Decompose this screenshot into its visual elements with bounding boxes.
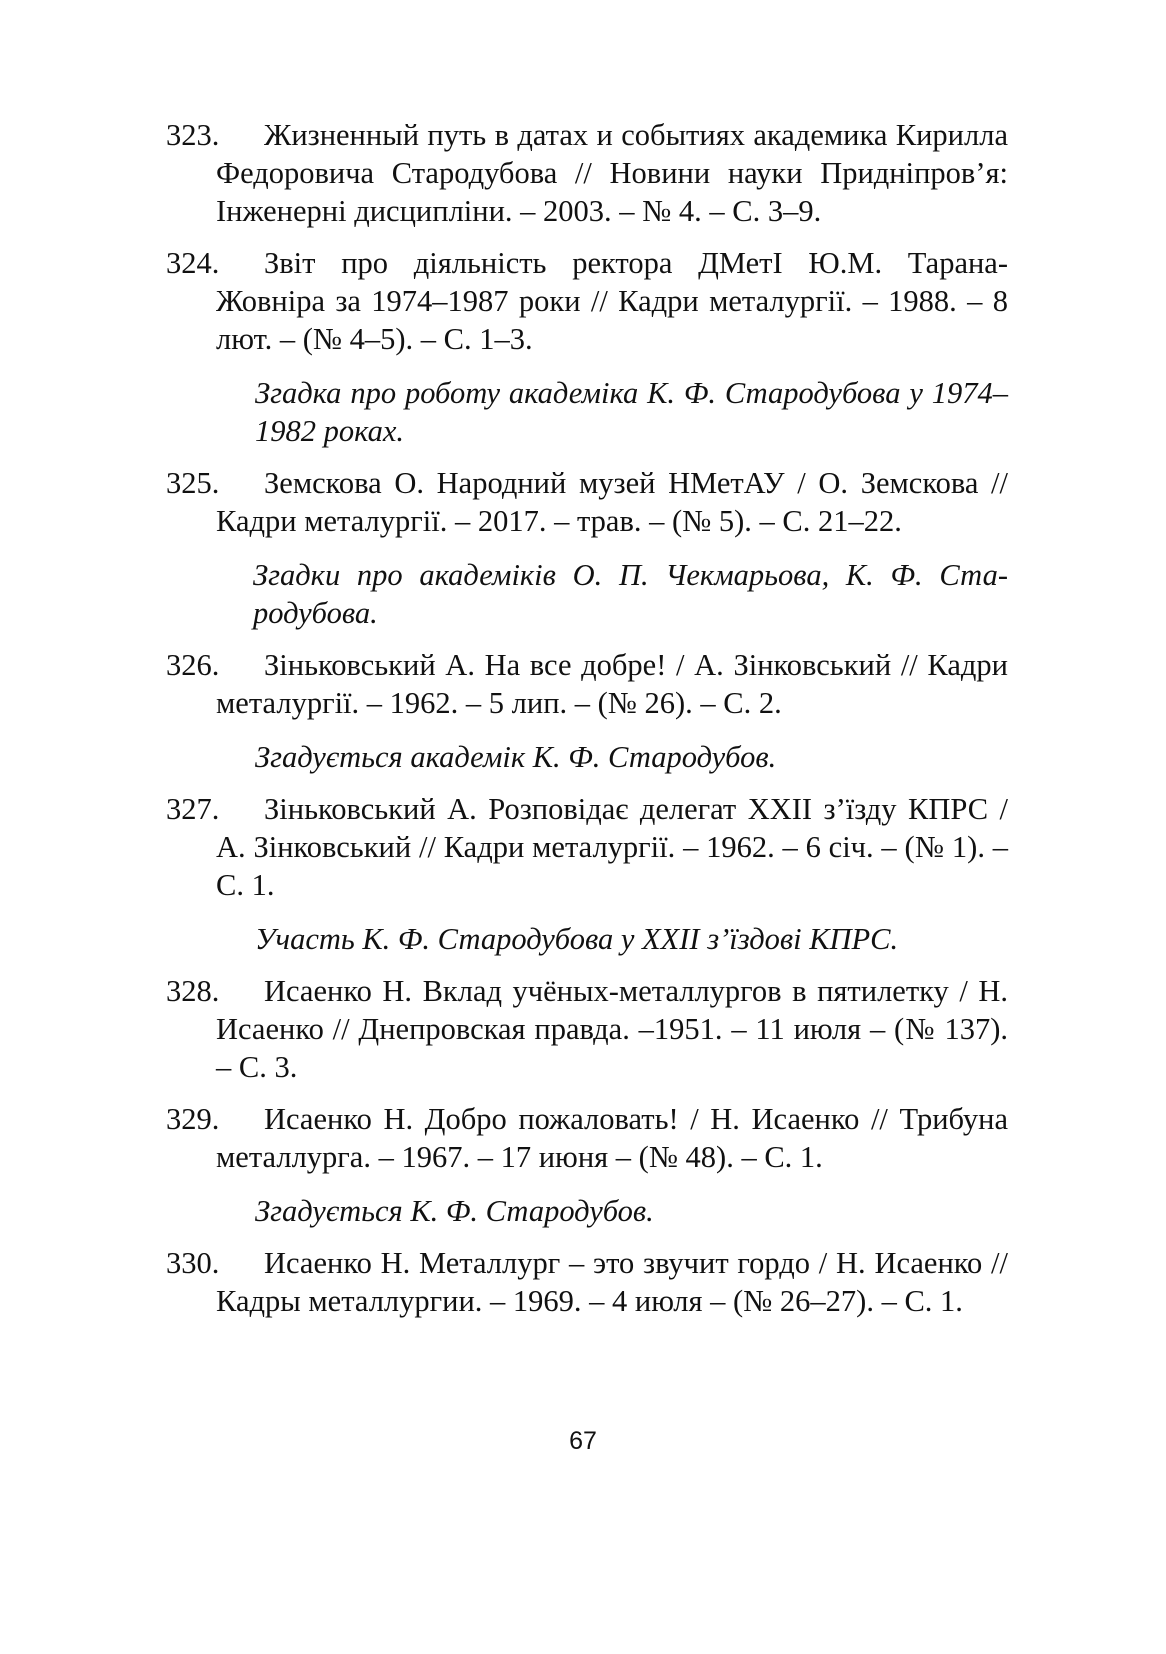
entry-number: 325. [166,466,220,500]
entry-text: Звіт про діяльність ректора ДМетІ Ю.М. Тарана-Жовніра за 1974–1987 роки // Кадри металургії. – 1988. – 8 лют. – (№ 4–5). – С. 1–3. [216,246,1008,356]
entry-text: Жизненный путь в датах и событиях академика Кирилла Федоровича Стародубова // Новини науки Придніпров’я: Інженерні дисципліни. – 2003. – № 4. – С. 3–9. [216,118,1008,228]
entry-text: Исаенко Н. Вклад учёных-металлургов в пятилетку / Н. Исаенко // Днепровская правда. –1951. – 11 июля – (№ 137). – С. 3. [216,974,1008,1084]
entry-citation [166,972,1008,1086]
entry-annotation: Згадка про роботу академіка К. Ф. Стародубова у 1974–1982 роках. [255,376,1008,448]
entry-text: Зіньковський А. На все добре! / А. Зінковський // Кадри металургії. – 1962. – 5 лип. – (№ 26). – С. 2. [216,648,1008,720]
bibliography-entry-323 [166,116,1008,230]
entry-annotation: Згадки про академіків О. П. Чекмарьова, К. Ф. Стародубова. [253,558,1008,630]
entry-text: Земскова О. Народний музей НМетАУ / О. Земскова // Кадри металургії. – 2017. – трав. – (№ 5). – С. 21–22. [216,466,1008,538]
entry-citation [166,1244,1008,1320]
bibliography-entry-325 [166,464,1008,632]
entry-number: 328. [166,974,220,1008]
bibliography-entry-329 [166,1100,1008,1230]
entry-annotation: Участь К. Ф. Стародубова у XXII з’їздові КПРС. [255,922,899,956]
bibliography-entry-328 [166,972,1008,1086]
bibliography-entry-326 [166,646,1008,776]
entry-number: 327. [166,792,220,826]
bibliography-list [166,116,1008,1334]
entry-number: 324. [166,246,220,280]
entry-number: 326. [166,648,220,682]
entry-citation [166,116,1008,230]
bibliography-entry-324 [166,244,1008,450]
entry-annotation: Згадується К. Ф. Стародубов. [255,1194,654,1228]
bibliography-entry-330 [166,1244,1008,1320]
entry-citation [166,244,1008,358]
entry-annotation: Згадується академік К. Ф. Стародубов. [255,740,777,774]
entry-citation [166,464,1008,540]
entry-number: 323. [166,118,220,152]
entry-number: 329. [166,1102,220,1136]
bibliography-entry-327 [166,790,1008,958]
page-number: 67 [569,1427,597,1455]
entry-number: 330. [166,1246,220,1280]
entry-text: Исаенко Н. Металлург – это звучит гордо / Н. Исаенко // Кадры металлургии. – 1969. – 4 июля – (№ 26–27). – С. 1. [216,1246,1008,1318]
entry-citation [166,646,1008,722]
entry-citation [166,1100,1008,1176]
entry-text: Исаенко Н. Добро пожаловать! / Н. Исаенко // Трибуна металлурга. – 1967. – 17 июня – (№ 48). – С. 1. [216,1102,1008,1174]
entry-citation [166,790,1008,904]
entry-text: Зіньковський А. Розповідає делегат XXII з’їзду КПРС / А. Зінковський // Кадри металургії. – 1962. – 6 січ. – (№ 1). – С. 1. [216,792,1008,902]
